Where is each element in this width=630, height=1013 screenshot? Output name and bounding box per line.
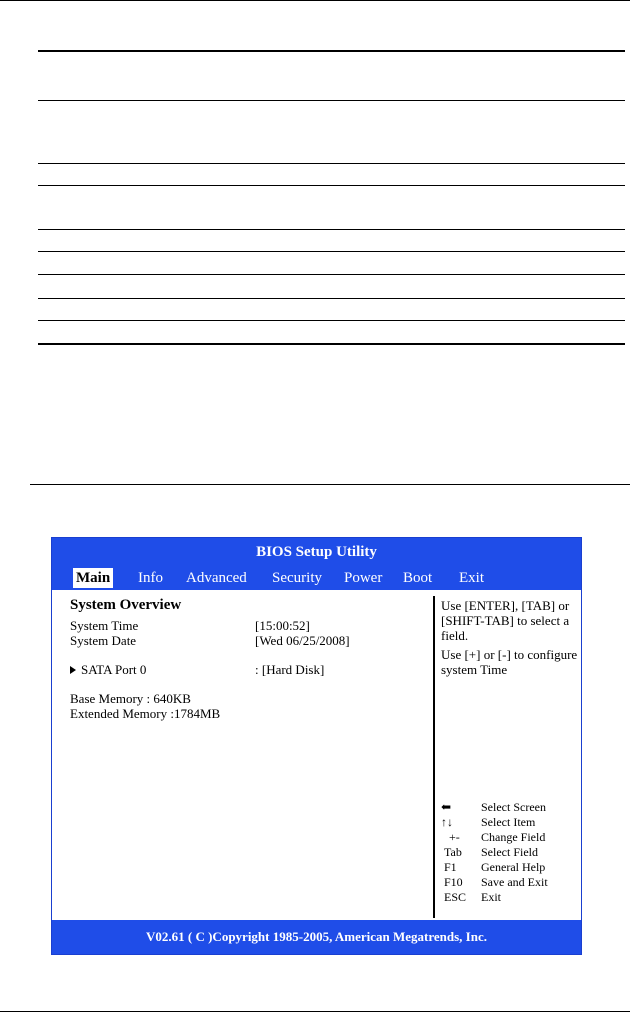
key-legend-desc: Select Screen: [481, 800, 546, 814]
panel-divider: [433, 596, 435, 918]
base-memory: Base Memory : 640KB: [70, 691, 191, 706]
table-rule: [38, 163, 625, 164]
tab-exit[interactable]: Exit: [459, 570, 484, 586]
table-rule: [38, 251, 625, 252]
key-legend-key: +-: [449, 830, 460, 844]
system-date-value[interactable]: [Wed 06/25/2008]: [255, 633, 350, 648]
tab-security[interactable]: Security: [272, 570, 322, 586]
bios-main-panel: [52, 590, 581, 920]
system-time-label: System Time: [70, 618, 139, 633]
table-rule: [38, 185, 625, 186]
tab-info[interactable]: Info: [138, 570, 163, 586]
system-date-label: System Date: [70, 633, 137, 648]
section-rule: [30, 484, 630, 485]
tab-advanced[interactable]: Advanced: [186, 570, 247, 586]
key-legend-key: F1: [444, 860, 457, 874]
section-title: System Overview: [70, 597, 182, 613]
table-rule: [38, 229, 625, 230]
key-legend-key: F10: [444, 875, 463, 889]
table-rule: [38, 274, 625, 275]
table-rule: [38, 100, 625, 101]
tab-boot[interactable]: Boot: [403, 570, 433, 586]
sata-port-label[interactable]: SATA Port 0: [81, 662, 147, 677]
submenu-arrow-icon: [70, 666, 76, 674]
bios-tab-bar: [52, 566, 581, 590]
key-legend-desc: General Help: [481, 860, 546, 874]
table-rule: [38, 298, 625, 299]
key-legend-key: ESC: [444, 890, 467, 904]
system-time-value[interactable]: [15:00:52]: [255, 618, 310, 633]
key-legend-desc: Exit: [481, 890, 501, 904]
extended-memory: Extended Memory :1784MB: [70, 706, 221, 721]
up-down-arrow-icon: ↑↓: [441, 815, 453, 829]
bottom-rule: [0, 1011, 630, 1012]
help-text-configure: Use [+] or [-] to configure system Time: [441, 647, 578, 677]
sata-port-value: : [Hard Disk]: [255, 662, 325, 677]
tab-power[interactable]: Power: [344, 570, 383, 586]
table-top-rule: [38, 50, 625, 52]
key-legend-key: Tab: [444, 845, 462, 859]
bios-setup-screen: [51, 537, 582, 955]
help-text-navigation: Use [ENTER], [TAB] or [SHIFT-TAB] to select a field.: [441, 598, 570, 643]
top-rule: [0, 0, 630, 1]
left-arrow-icon: ⬅: [441, 800, 452, 814]
key-legend-desc: Select Item: [481, 815, 536, 829]
bios-copyright-footer: V02.61 ( C )Copyright 1985-2005, American Megatrends, Inc.: [52, 920, 581, 954]
tab-main[interactable]: Main: [73, 568, 113, 588]
key-legend-desc: Change Field: [481, 830, 546, 844]
key-legend-desc: Select Field: [481, 845, 538, 859]
key-legend-desc: Save and Exit: [481, 875, 548, 889]
table-rule: [38, 320, 625, 321]
table-bottom-rule: [38, 343, 625, 345]
bios-title: BIOS Setup Utility: [52, 538, 581, 566]
